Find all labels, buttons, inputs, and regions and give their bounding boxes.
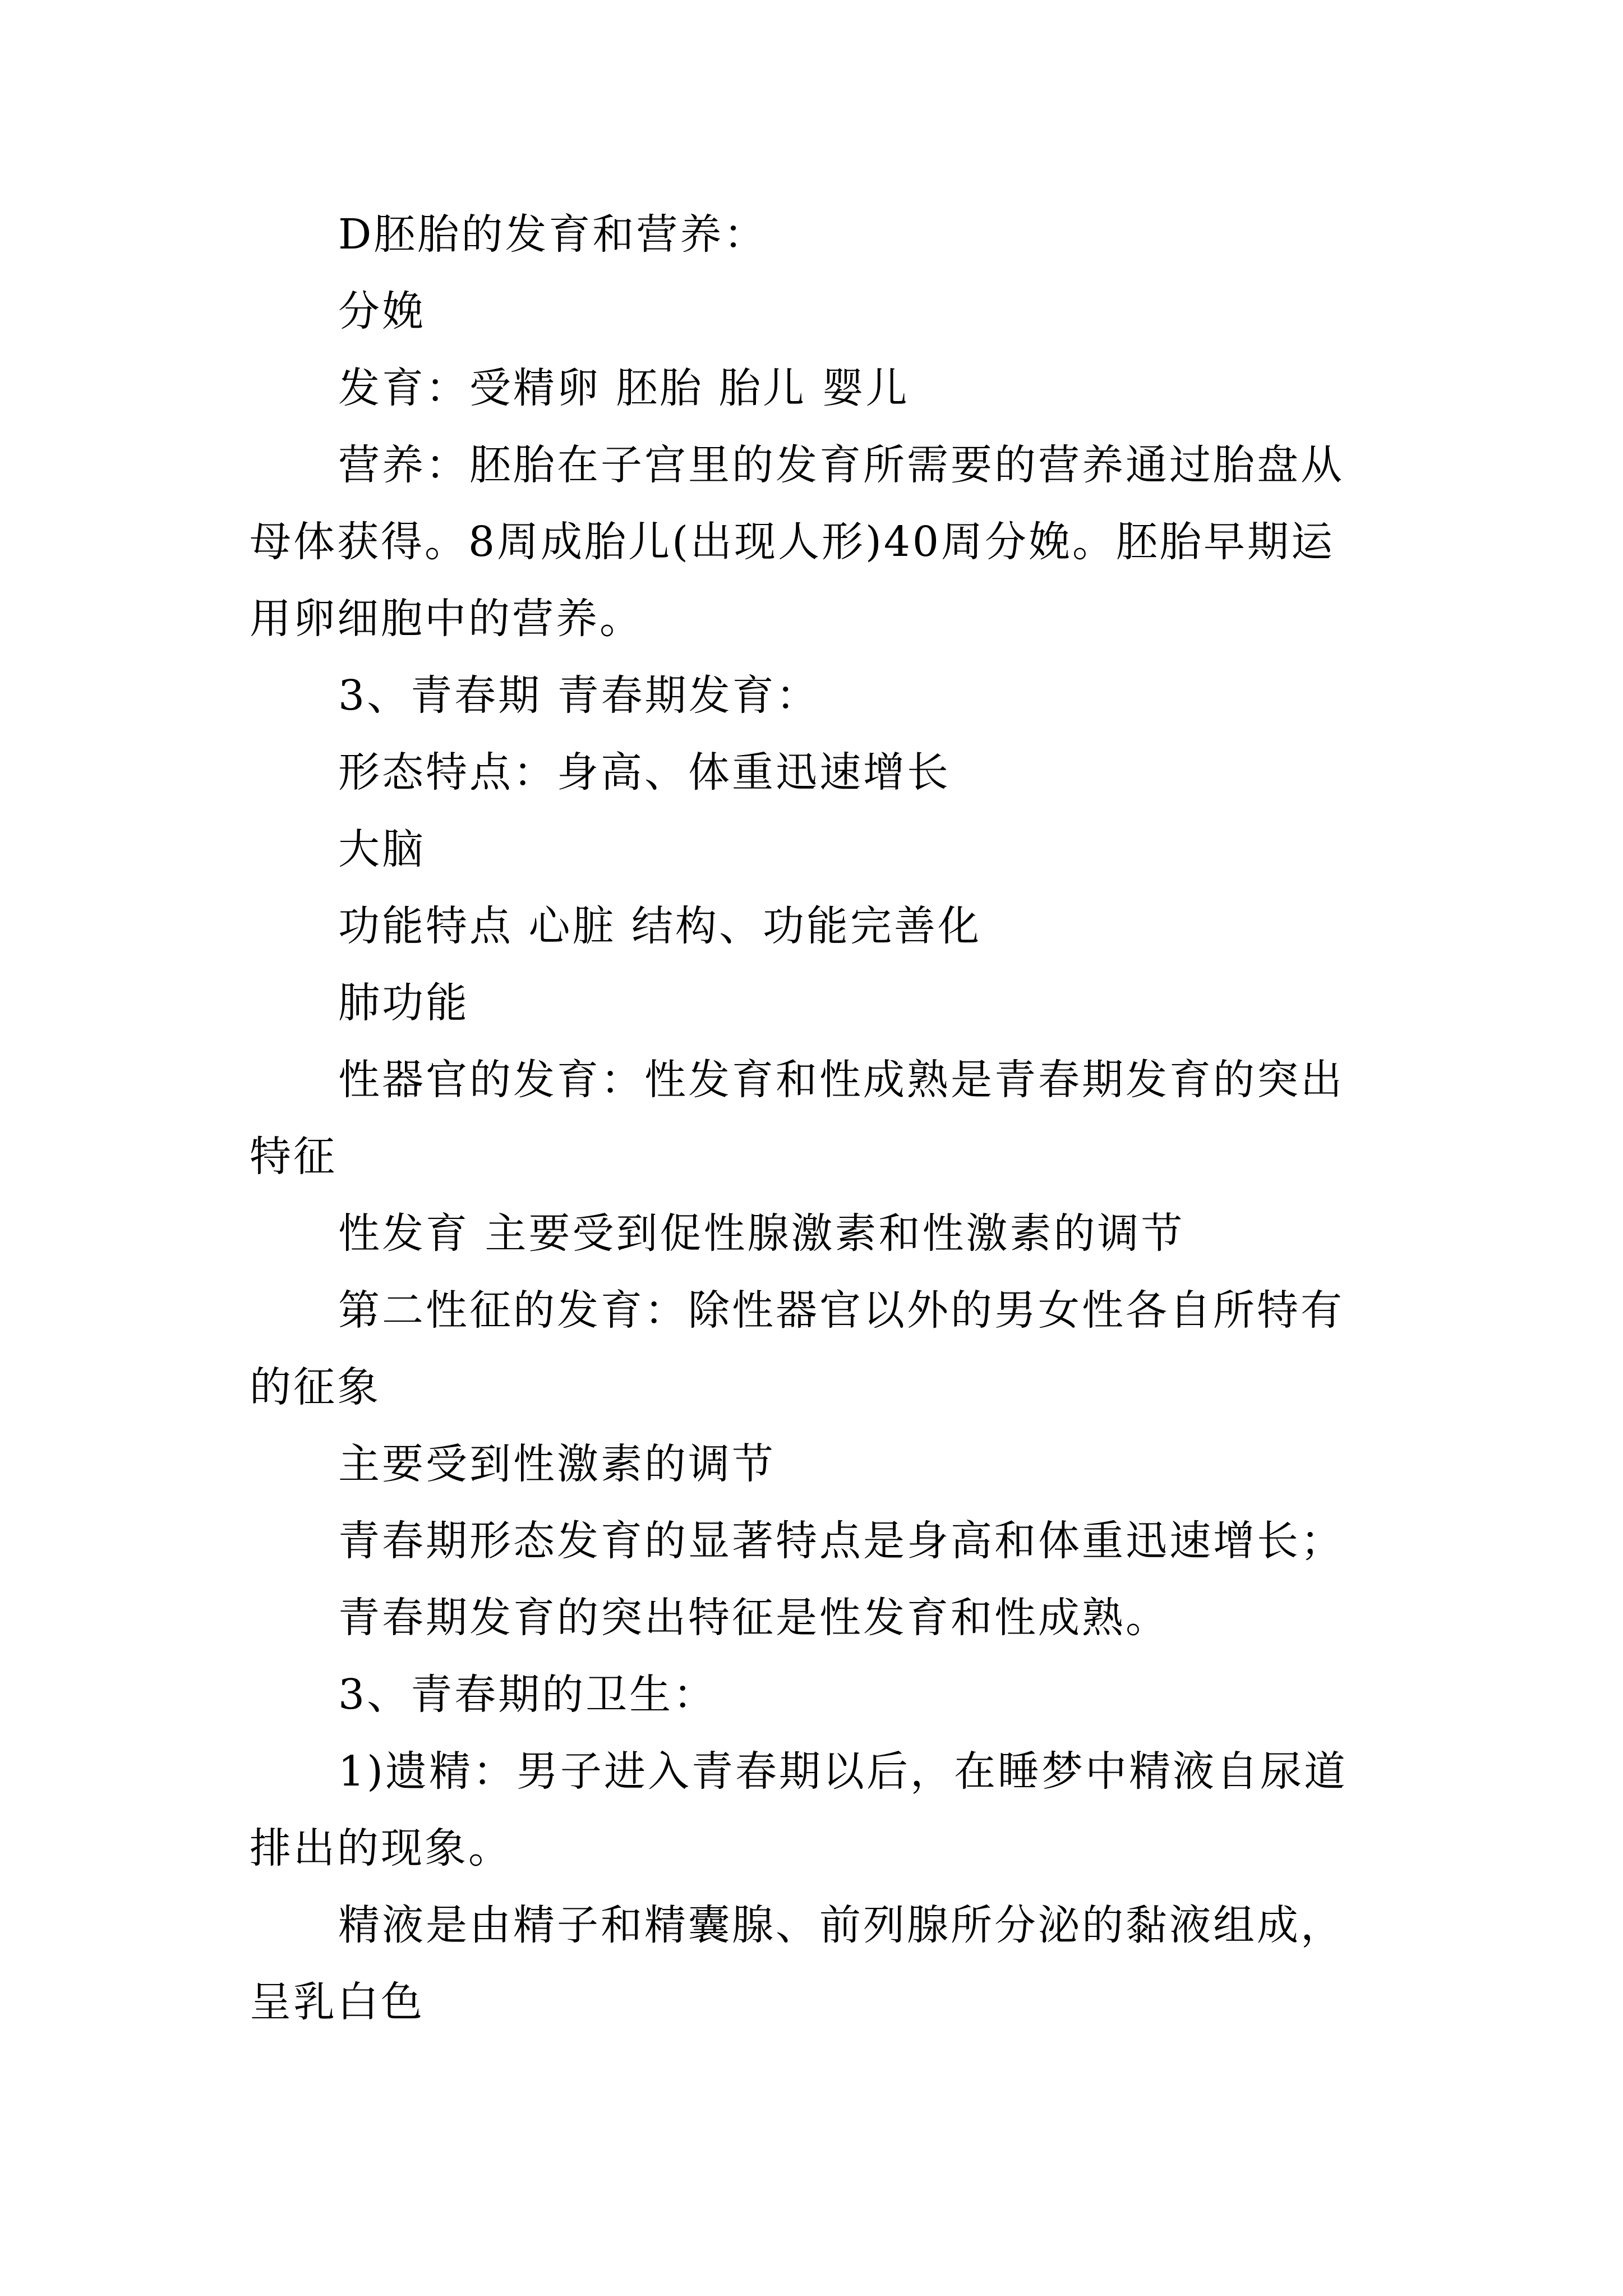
paragraph: 3、青春期 青春期发育：	[338, 671, 820, 720]
paragraph: 性发育 主要受到促性腺激素和性激素的调节	[338, 1209, 1185, 1258]
paragraph: 大脑	[338, 825, 426, 873]
paragraph: 发育：受精卵 胚胎 胎儿 婴儿	[338, 364, 910, 412]
paragraph: 营养：胚胎在子宫里的发育所需要的营养通过胎盘从母体获得。8周成胎儿(出现人形)40周分娩。胚胎早期运用卵细胞中的营养。	[250, 441, 1344, 643]
paragraph: 性器官的发育：性发育和性成熟是青春期发育的突出特征	[250, 1056, 1344, 1181]
paragraph: 第二性征的发育：除性器官以外的男女性各自所特有的征象	[250, 1286, 1344, 1411]
paragraph: 功能特点 心脏 结构、功能完善化	[338, 902, 982, 950]
paragraph: 肺功能	[338, 979, 469, 1027]
paragraph: 3、青春期的卫生：	[338, 1671, 717, 1719]
paragraph: 青春期发育的突出特征是性发育和性成熟。	[338, 1594, 1169, 1642]
paragraph: 1)遗精：男子进入青春期以后，在睡梦中精液自尿道排出的现象。	[250, 1747, 1348, 1872]
paragraph: 分娩	[338, 287, 426, 335]
paragraph: 青春期形态发育的显著特点是身高和体重迅速增长；	[338, 1517, 1344, 1565]
paragraph: 主要受到性激素的调节	[338, 1440, 776, 1488]
paragraph: 形态特点：身高、体重迅速增长	[338, 748, 951, 797]
document-body	[250, 196, 1377, 2041]
paragraph: 精液是由精子和精囊腺、前列腺所分泌的黏液组成，呈乳白色	[250, 1901, 1344, 2026]
paragraph: D胚胎的发育和营养：	[338, 210, 768, 259]
